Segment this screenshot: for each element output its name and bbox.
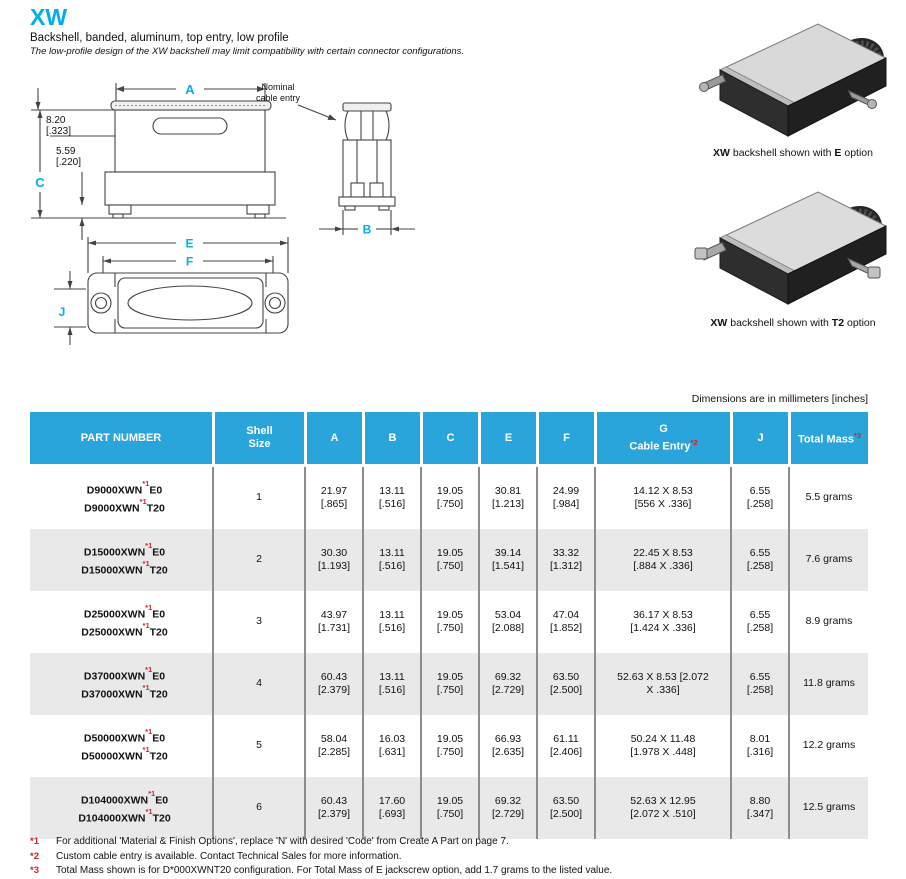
cell-c: 19.05 [.750] (420, 591, 478, 653)
cell-g-cable-entry: 52.63 X 12.95 [2.072 X .510] (594, 777, 730, 839)
cell-g-cable-entry: 36.17 X 8.53 [1.424 X .336] (594, 591, 730, 653)
cell-b: 17.60 [.693] (362, 777, 420, 839)
page-title: XW (30, 4, 68, 30)
dim-label-b: B (362, 222, 372, 237)
cell-total-mass: 5.5 grams (788, 467, 868, 529)
cell-f: 33.32 [1.312] (536, 529, 594, 591)
footnote-marker: *3 (30, 865, 39, 876)
cell-f: 63.50 [2.500] (536, 777, 594, 839)
dimensions-units-note: Dimensions are in millimeters [inches] (691, 393, 868, 405)
cell-b: 13.11 [.516] (362, 653, 420, 715)
callout-nominal-line1: Nominal (261, 82, 295, 92)
cell-part-number: D25000XWN$^{*1}$E0 D25000XWN$^{*1}$T20 (81, 603, 168, 639)
page-subtitle: Backshell, banded, aluminum, top entry, low profile (30, 32, 289, 44)
header-total-mass: Total Mass$^{*3}$ (788, 412, 868, 467)
cell-e: 30.81 [1.213] (478, 467, 536, 529)
table-row (30, 591, 868, 653)
caption-option-code: T2 (831, 317, 845, 329)
table-row (30, 467, 868, 529)
dim-label-c: C (35, 175, 45, 190)
header-e: E (478, 412, 536, 467)
footnote-marker: *2 (30, 850, 39, 862)
cell-f: 63.50 [2.500] (536, 653, 594, 715)
footnote-3 (30, 865, 890, 877)
header-j: J (730, 412, 788, 467)
footnote-1 (30, 836, 890, 848)
cell-shell-size: 5 (212, 715, 304, 777)
cell-a: 21.97 [.865] (304, 467, 362, 529)
footnote-ref-3: *3 (853, 431, 862, 441)
cell-b: 13.11 [.516] (362, 467, 420, 529)
cell-total-mass: 11.8 grams (788, 653, 868, 715)
table-row (30, 653, 868, 715)
cell-e: 69.32 [2.729] (478, 777, 536, 839)
table-header-row (30, 412, 868, 467)
dim-5-59-in: [.220] (56, 157, 82, 168)
table-row (30, 529, 868, 591)
cell-a: 43.97 [1.731] (304, 591, 362, 653)
photo-caption-e-option: XW backshell shown with E option (713, 147, 873, 159)
cell-shell-size: 6 (212, 777, 304, 839)
footnotes (30, 836, 890, 879)
cell-a: 58.04 [2.285] (304, 715, 362, 777)
callout-nominal-line2: cable entry (255, 93, 301, 103)
product-photo-e-option (690, 8, 896, 151)
cell-part-number: D104000XWN$^{*1}$E0 D104000XWN$^{*1}$T20 (30, 777, 212, 839)
cell-j: 8.80 [.347] (730, 777, 788, 839)
cell-f: 47.04 [1.852] (536, 591, 594, 653)
dim-label-e: E (185, 236, 194, 251)
cell-e: 66.93 [2.635] (478, 715, 536, 777)
cell-shell-size: 4 (212, 653, 304, 715)
header-f: F (536, 412, 594, 467)
cell-g-cable-entry: 14.12 X 8.53 [556 X .336] (594, 467, 730, 529)
footnote-2 (30, 851, 890, 863)
cell-c: 19.05 [.750] (420, 653, 478, 715)
caption-product-name: XW (713, 147, 730, 159)
cell-f: 24.99 [.984] (536, 467, 594, 529)
footnote-marker: *1 (30, 836, 39, 847)
cell-g-cable-entry: 52.63 X 8.53 [2.072 X .336] (594, 653, 730, 715)
header-b: B (362, 412, 420, 467)
photo-caption-t2-option: XW backshell shown with T2 option (710, 317, 876, 329)
header-g-cable-entry: G Cable Entry$^{*2}$ (594, 412, 730, 467)
header-shell-size: Shell Size (212, 412, 304, 467)
technical-drawing (26, 80, 466, 385)
cell-e: 39.14 [1.541] (478, 529, 536, 591)
cell-shell-size: 3 (212, 591, 304, 653)
cell-c: 19.05 [.750] (420, 777, 478, 839)
cell-j: 6.55 [.258] (730, 529, 788, 591)
cell-c: 19.05 [.750] (420, 529, 478, 591)
cell-shell-size: 2 (212, 529, 304, 591)
page-disclaimer: The low-profile design of the XW backshell may limit compatibility with certain connector configurations. (30, 46, 465, 57)
cell-part-number: D9000XWN$^{*1}$E0 D9000XWN$^{*1}$T20 (84, 479, 165, 515)
table-row (30, 777, 868, 839)
header-part-number: PART NUMBER (30, 412, 212, 467)
cell-part-number: D15000XWN$^{*1}$E0 D15000XWN$^{*1}$T20 (30, 529, 212, 591)
header-c: C (420, 412, 478, 467)
cell-part-number: D50000XWN$^{*1}$E0 D50000XWN$^{*1}$T20 (81, 727, 168, 763)
footnote-text: Total Mass shown is for D*000XWNT20 configuration. For Total Mass of E jackscrew option, add 1.7 grams to the listed value. (56, 865, 613, 876)
cell-g-cable-entry: 50.24 X 11.48 [1.978 X .448] (594, 715, 730, 777)
cell-a: 60.43 [2.379] (304, 777, 362, 839)
cell-e: 53.04 [2.088] (478, 591, 536, 653)
cell-part-number: D37000XWN$^{*1}$E0 D37000XWN$^{*1}$T20 (30, 653, 212, 715)
cell-f: 61.11 [2.406] (536, 715, 594, 777)
cell-e: 69.32 [2.729] (478, 653, 536, 715)
cell-b: 16.03 [.631] (362, 715, 420, 777)
header-a: A (304, 412, 362, 467)
caption-product-name: XW (710, 317, 728, 329)
dim-label-f: F (185, 254, 194, 269)
cell-total-mass: 8.9 grams (788, 591, 868, 653)
spec-table (30, 412, 868, 839)
cell-b: 13.11 [.516] (362, 591, 420, 653)
cell-shell-size: 1 (212, 467, 304, 529)
dim-label-a: A (185, 82, 195, 97)
table-row (30, 715, 868, 777)
cell-c: 19.05 [.750] (420, 467, 478, 529)
product-photo-t2-option (690, 178, 896, 321)
footnote-text: For additional 'Material & Finish Options', replace 'N' with desired 'Code' from Create A Part on page 7. (56, 836, 509, 847)
page-header (30, 5, 464, 57)
cell-a: 30.30 [1.193] (304, 529, 362, 591)
cell-j: 8.01 [.316] (730, 715, 788, 777)
cell-total-mass: 12.2 grams (788, 715, 868, 777)
cell-c: 19.05 [.750] (420, 715, 478, 777)
footnote-ref-2: *2 (690, 437, 698, 447)
cell-j: 6.55 [.258] (730, 653, 788, 715)
cell-total-mass: 7.6 grams (788, 529, 868, 591)
cell-g-cable-entry: 22.45 X 8.53 [.884 X .336] (594, 529, 730, 591)
dim-5-59-mm: 5.59 (56, 146, 76, 157)
dim-label-j: J (58, 305, 66, 319)
cell-j: 6.55 [.258] (730, 467, 788, 529)
dim-8-20-mm: 8.20 (46, 115, 66, 126)
cell-j: 6.55 [.258] (730, 591, 788, 653)
footnote-text: Custom cable entry is available. Contact Technical Sales for more information. (56, 850, 402, 862)
cell-total-mass: 12.5 grams (788, 777, 868, 839)
dim-8-20-in: [.323] (46, 126, 72, 137)
caption-option-code: E (834, 147, 842, 159)
cell-b: 13.11 [.516] (362, 529, 420, 591)
cell-a: 60.43 [2.379] (304, 653, 362, 715)
